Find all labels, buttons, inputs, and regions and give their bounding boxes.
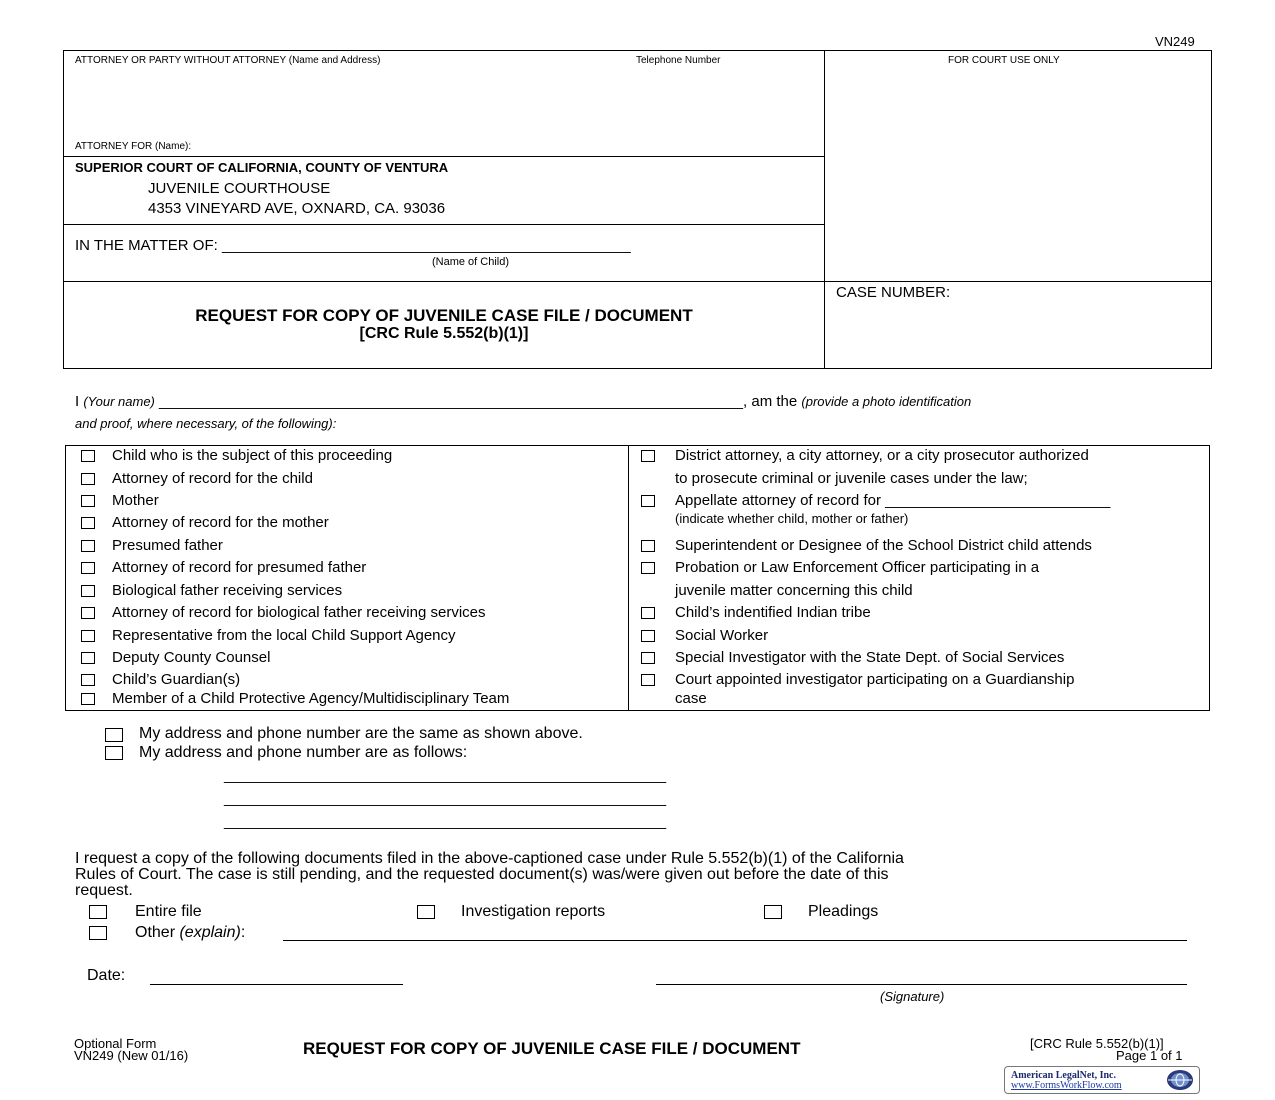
entire-file-label: Entire file [135, 903, 202, 920]
telephone-label: Telephone Number [636, 55, 721, 66]
left-checkbox[interactable] [81, 652, 95, 664]
left-option: Mother [112, 492, 159, 509]
matter-blank[interactable]: _________________________________________________ [221, 237, 631, 254]
header-hline-1 [63, 156, 825, 157]
left-option: Attorney of record for biological father receiving services [112, 604, 486, 621]
intro-provide: (provide a photo identification [801, 394, 972, 409]
address-line-3[interactable]: _____________________________________________________ [224, 813, 667, 830]
left-option: Deputy County Counsel [112, 649, 271, 666]
footer-optional-form: Optional Form [74, 1036, 157, 1051]
address-same-checkbox[interactable] [105, 728, 123, 742]
right-checkbox[interactable] [641, 540, 655, 552]
your-name-blank[interactable]: ______________________________________________________________________ [154, 393, 744, 410]
appellate-option: Appellate attorney of record for ___________________________ [675, 492, 1111, 509]
intro-i: I [75, 393, 84, 410]
left-checkbox[interactable] [81, 495, 95, 507]
date-label: Date: [87, 967, 126, 984]
left-option: Attorney of record for the mother [112, 514, 329, 531]
left-checkbox[interactable] [81, 450, 95, 462]
left-checkbox[interactable] [81, 540, 95, 552]
address-line-2[interactable]: _____________________________________________________ [224, 790, 667, 807]
left-option: Representative from the local Child Support Agency [112, 627, 456, 644]
probation-option-line2: juvenile matter concerning this child [675, 582, 913, 599]
entire-file-checkbox[interactable] [89, 905, 107, 919]
attorney-for-label: ATTORNEY FOR (Name): [75, 141, 192, 152]
left-checkbox[interactable] [81, 517, 95, 529]
explain-text: (explain) [179, 924, 241, 941]
court-use-label: FOR COURT USE ONLY [948, 55, 1060, 66]
left-option: Member of a Child Protective Agency/Multidisciplinary Team [112, 690, 510, 707]
court-investigator-option-line1: Court appointed investigator participating on a Guardianship [675, 671, 1075, 688]
matter-label-text: IN THE MATTER OF: [75, 237, 222, 254]
american-legalnet-logo[interactable] [1004, 1066, 1200, 1094]
left-checkbox[interactable] [81, 585, 95, 597]
pleadings-label: Pleadings [808, 903, 879, 920]
right-checkbox[interactable] [641, 562, 655, 574]
right-checkbox[interactable] [641, 495, 655, 507]
left-option: Child who is the subject of this proceeding [112, 447, 393, 464]
date-line[interactable] [150, 984, 403, 985]
logo-url[interactable]: www.FormsWorkFlow.com [1011, 1080, 1122, 1091]
address-same-label: My address and phone number are the same as shown above. [139, 725, 583, 742]
special-investigator-option: Special Investigator with the State Dept. of Social Services [675, 649, 1065, 666]
pleadings-checkbox[interactable] [764, 905, 782, 919]
right-checkbox[interactable] [641, 607, 655, 619]
left-option: Presumed father [112, 537, 223, 554]
address-follows-label: My address and phone number are as follows: [139, 744, 468, 761]
address-line-1[interactable]: _____________________________________________________ [224, 767, 667, 784]
options-divider [628, 445, 629, 711]
left-checkbox[interactable] [81, 693, 95, 705]
intro-and-proof: and proof, where necessary, of the following): [75, 416, 337, 431]
child-name-label: (Name of Child) [432, 256, 510, 268]
intro-line [75, 393, 971, 410]
courthouse-name: JUVENILE COURTHOUSE [148, 180, 331, 197]
matter-label [75, 237, 631, 254]
left-option: Child’s Guardian(s) [112, 671, 241, 688]
case-number-label: CASE NUMBER: [836, 284, 951, 301]
form-title: REQUEST FOR COPY OF JUVENILE CASE FILE / DOCUMENT [195, 306, 693, 325]
left-option: Biological father receiving services [112, 582, 343, 599]
other-text: Other [135, 924, 180, 941]
right-checkbox[interactable] [641, 450, 655, 462]
left-checkbox[interactable] [81, 473, 95, 485]
court-investigator-option-line2: case [675, 690, 707, 707]
right-checkbox[interactable] [641, 630, 655, 642]
request-text-line3: request. [75, 882, 133, 899]
footer-page: Page 1 of 1 [1116, 1048, 1183, 1063]
left-checkbox[interactable] [81, 562, 95, 574]
header-hline-3 [63, 281, 1212, 282]
signature-label: (Signature) [880, 989, 945, 1004]
left-option: Attorney of record for the child [112, 470, 313, 487]
attorney-label: ATTORNEY OR PARTY WITHOUT ATTORNEY (Name and Address) [75, 55, 381, 66]
request-text-line2: Rules of Court. The case is still pending, and the requested document(s) was/were given out before the date of this [75, 866, 889, 883]
court-name: SUPERIOR COURT OF CALIFORNIA, COUNTY OF VENTURA [75, 160, 449, 175]
right-checkbox[interactable] [641, 652, 655, 664]
right-checkbox[interactable] [641, 674, 655, 686]
form-rule: [CRC Rule 5.552(b)(1)] [359, 325, 529, 342]
globe-icon [1165, 1069, 1195, 1091]
address-follows-checkbox[interactable] [105, 746, 123, 760]
form-id-top: VN249 [1155, 34, 1195, 49]
header-hline-2 [63, 224, 825, 225]
other-label [135, 924, 245, 942]
left-checkbox[interactable] [81, 607, 95, 619]
request-text-line1: I request a copy of the following documents filed in the above-captioned case under Rule 5.552(b)(1) of the California [75, 850, 904, 867]
logo-name: American LegalNet, Inc. [1011, 1070, 1116, 1081]
investigation-label: Investigation reports [461, 903, 606, 920]
tribe-option: Child’s indentified Indian tribe [675, 604, 871, 621]
other-checkbox[interactable] [89, 926, 107, 940]
appellate-note: (indicate whether child, mother or father) [675, 511, 909, 526]
other-explain-line[interactable] [283, 940, 1187, 941]
social-worker-option: Social Worker [675, 627, 769, 644]
da-option-line2: to prosecute criminal or juvenile cases under the law; [675, 470, 1028, 487]
da-option-line1: District attorney, a city attorney, or a city prosecutor authorized [675, 447, 1089, 464]
probation-option-line1: Probation or Law Enforcement Officer participating in a [675, 559, 1040, 576]
courthouse-address: 4353 VINEYARD AVE, OXNARD, CA. 93036 [148, 200, 446, 217]
left-checkbox[interactable] [81, 630, 95, 642]
intro-am-the: , am the [743, 393, 802, 410]
left-checkbox[interactable] [81, 674, 95, 686]
investigation-checkbox[interactable] [417, 905, 435, 919]
signature-line[interactable] [656, 984, 1187, 985]
intro-your-name: (Your name) [83, 394, 155, 409]
footer-title: REQUEST FOR COPY OF JUVENILE CASE FILE / DOCUMENT [303, 1039, 801, 1058]
colon-text: : [240, 924, 246, 941]
superintendent-option: Superintendent or Designee of the School District child attends [675, 537, 1092, 554]
footer-rule: [CRC Rule 5.552(b)(1)] [1030, 1036, 1164, 1051]
footer-form-number: VN249 (New 01/16) [74, 1048, 189, 1063]
left-option: Attorney of record for presumed father [112, 559, 367, 576]
